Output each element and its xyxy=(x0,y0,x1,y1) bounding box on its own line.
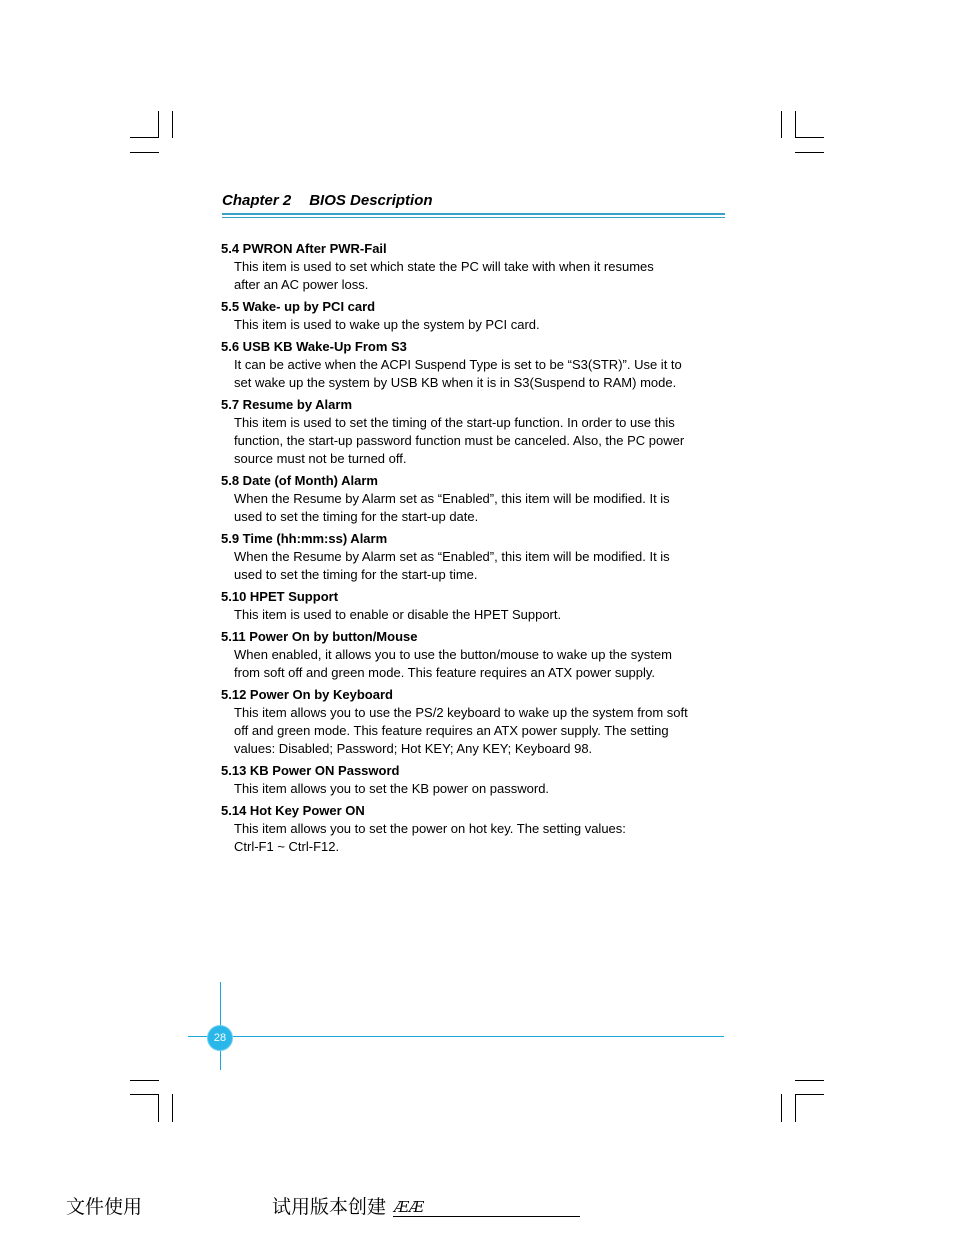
body-line: When the Resume by Alarm set as “Enabled”, this item will be modified. It is xyxy=(234,491,670,506)
header-rule xyxy=(222,213,725,215)
section xyxy=(221,802,725,856)
section-body xyxy=(234,606,725,624)
section-body xyxy=(234,646,725,682)
section-body xyxy=(234,356,725,392)
crop-mark xyxy=(130,1080,159,1081)
section-title: 5.7 Resume by Alarm xyxy=(221,397,353,412)
body-line: function, the start-up password function must be canceled. Also, the PC power xyxy=(234,433,685,448)
body-line: When enabled, it allows you to use the button/mouse to wake up the system xyxy=(234,647,672,662)
section-body xyxy=(234,490,725,526)
crop-mark xyxy=(781,111,782,138)
section-title: 5.8 Date (of Month) Alarm xyxy=(221,473,378,488)
body-line: values: Disabled; Password; Hot KEY; Any KEY; Keyboard 98. xyxy=(234,741,593,756)
crop-mark xyxy=(130,137,159,138)
body-line: This item is used to set the timing of the start-up function. In order to use this xyxy=(234,415,675,430)
section-title: 5.9 Time (hh:mm:ss) Alarm xyxy=(221,531,388,546)
section-title: 5.10 HPET Support xyxy=(221,589,339,604)
section-title: 5.11 Power On by button/Mouse xyxy=(221,629,418,644)
body-line: after an AC power loss. xyxy=(234,277,369,292)
watermark-underline xyxy=(393,1216,580,1217)
section xyxy=(221,240,725,294)
body-line: source must not be turned off. xyxy=(234,451,407,466)
section xyxy=(221,338,725,392)
footer-horizontal-line xyxy=(188,1036,724,1037)
section-body xyxy=(234,258,725,294)
crop-mark xyxy=(795,137,824,138)
crop-mark xyxy=(158,111,159,138)
body-line: This item is used to wake up the system by PCI card. xyxy=(234,317,540,332)
section-body xyxy=(234,820,725,856)
body-line: used to set the timing for the start-up time. xyxy=(234,567,478,582)
section-body xyxy=(234,704,725,758)
body-line: This item is used to enable or disable the HPET Support. xyxy=(234,607,562,622)
section-body xyxy=(234,316,725,334)
watermark-tail: ÆÆ xyxy=(394,1198,425,1216)
crop-mark xyxy=(795,111,796,138)
crop-mark xyxy=(172,1094,173,1122)
chapter-title: BIOS Description xyxy=(309,192,433,209)
crop-mark xyxy=(781,1094,782,1122)
section xyxy=(221,298,725,334)
section xyxy=(221,686,725,758)
crop-mark xyxy=(795,1094,824,1095)
body-line: This item is used to set which state the PC will take with when it resumes xyxy=(234,259,654,274)
watermark-right: 试用版本创建 xyxy=(272,1196,387,1218)
page-number: 28 xyxy=(207,1025,233,1051)
crop-mark xyxy=(795,1080,824,1081)
body-line: This item allows you to use the PS/2 keyboard to wake up the system from soft xyxy=(234,705,688,720)
crop-mark xyxy=(158,1094,159,1122)
body-line: When the Resume by Alarm set as “Enabled”, this item will be modified. It is xyxy=(234,549,670,564)
section-body xyxy=(234,414,725,468)
section xyxy=(221,588,725,624)
body-line: used to set the timing for the start-up date. xyxy=(234,509,479,524)
section-title: 5.5 Wake- up by PCI card xyxy=(221,299,376,314)
section xyxy=(221,396,725,468)
section-title: 5.4 PWRON After PWR-Fail xyxy=(221,241,387,256)
section xyxy=(221,530,725,584)
section xyxy=(221,628,725,682)
section xyxy=(221,762,725,798)
body-line: from soft off and green mode. This feature requires an ATX power supply. xyxy=(234,665,656,680)
page-header xyxy=(222,192,725,210)
chapter-heading xyxy=(222,192,725,210)
crop-mark xyxy=(795,152,824,153)
section-body xyxy=(234,780,725,798)
body-line: This item allows you to set the power on hot key. The setting values: xyxy=(234,821,626,836)
crop-mark xyxy=(130,1094,159,1095)
section-title: 5.12 Power On by Keyboard xyxy=(221,687,393,702)
body-line: set wake up the system by USB KB when it is in S3(Suspend to RAM) mode. xyxy=(234,375,677,390)
section-title: 5.6 USB KB Wake-Up From S3 xyxy=(221,339,407,354)
crop-mark xyxy=(172,111,173,138)
chapter-label: Chapter 2 xyxy=(222,192,292,209)
watermark-left: 文件使用 xyxy=(66,1196,143,1218)
crop-mark xyxy=(130,152,159,153)
body-line: Ctrl-F1 ~ Ctrl-F12. xyxy=(234,839,340,854)
section-body xyxy=(234,548,725,584)
section-title: 5.14 Hot Key Power ON xyxy=(221,803,365,818)
header-rule-thin xyxy=(222,217,725,218)
crop-mark xyxy=(795,1094,796,1122)
body-line: It can be active when the ACPI Suspend Type is set to be “S3(STR)”. Use it to xyxy=(234,357,682,372)
body-line: This item allows you to set the KB power on password. xyxy=(234,781,550,796)
body-line: off and green mode. This feature requires an ATX power supply. The setting xyxy=(234,723,669,738)
section xyxy=(221,472,725,526)
section-title: 5.13 KB Power ON Password xyxy=(221,763,400,778)
document-body xyxy=(221,240,725,860)
